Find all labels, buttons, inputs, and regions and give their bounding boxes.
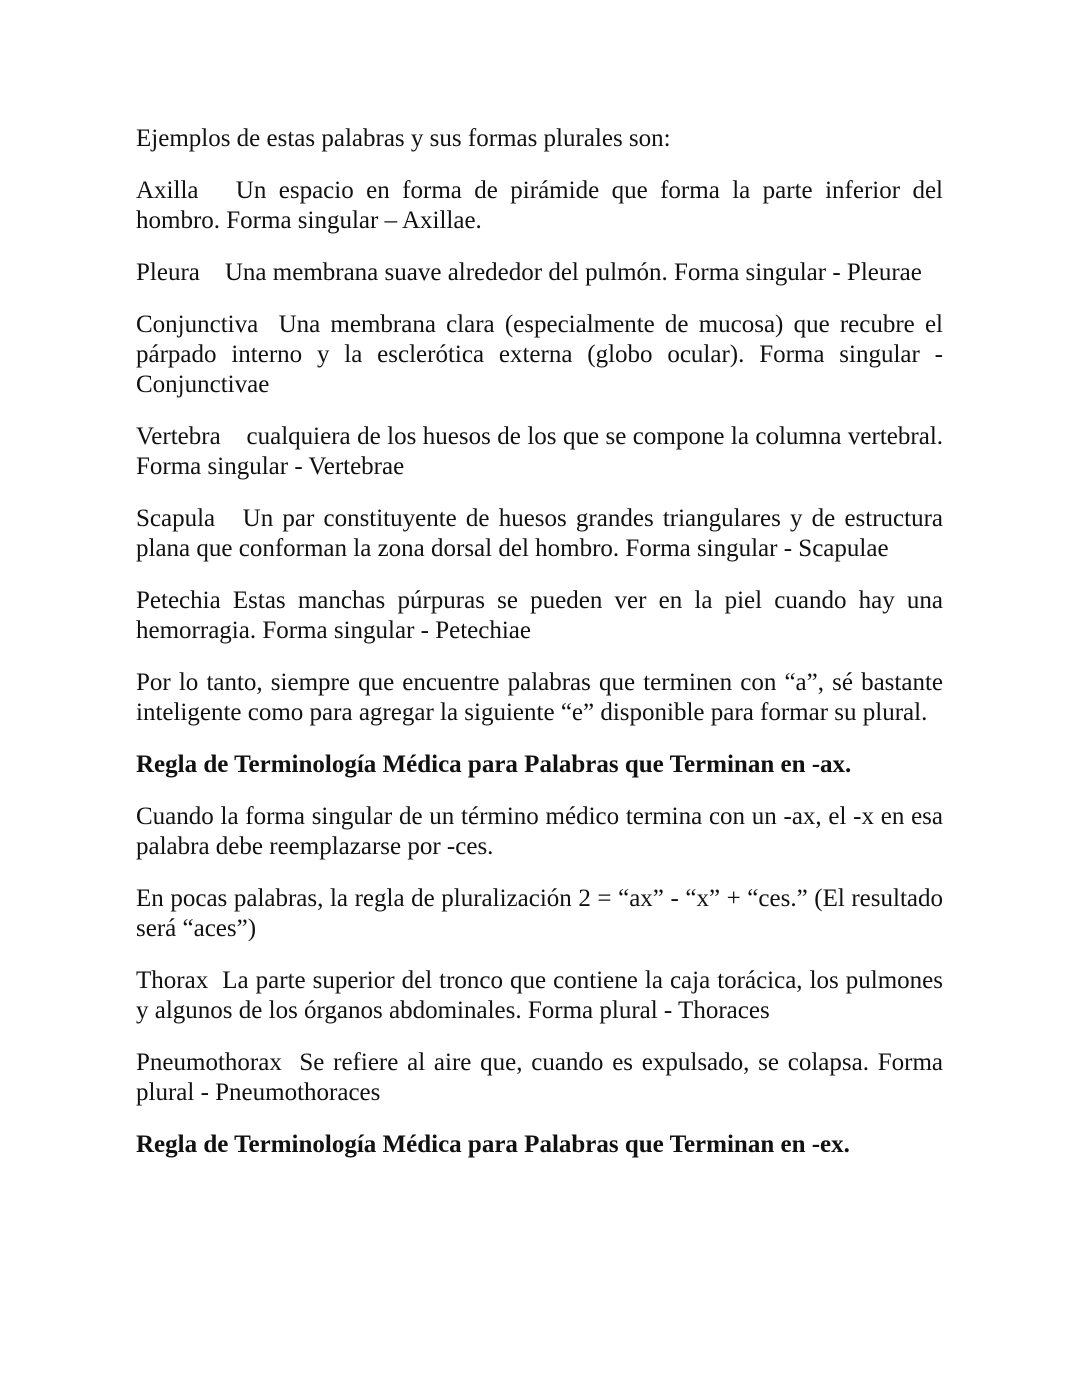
entry-definition: Un par constituyente de huesos grandes triangulares y de estructura plana que conforman la zona dorsal del hombro. Forma singular - Scapulae <box>136 505 944 562</box>
rule-ax-paragraph-1: Cuando la forma singular de un término médico termina con un -ax, el -x en esa palabra debe reemplazarse por -ces. <box>136 803 943 860</box>
entry-thorax <box>136 966 943 1026</box>
entry-definition: La parte superior del tronco que contiene la caja torácica, los pulmones y algunos de los órganos abdominales. Forma plural - Thoraces <box>136 967 944 1024</box>
entry-term: Pleura <box>136 259 200 286</box>
entry-axilla <box>136 176 943 236</box>
entry-pleura <box>136 258 943 288</box>
entry-term: Conjunctiva <box>136 311 259 338</box>
entry-term: Pneumothorax <box>136 1049 282 1076</box>
entry-pneumothorax <box>136 1048 943 1108</box>
entry-term: Vertebra <box>136 423 221 450</box>
intro-paragraph: Ejemplos de estas palabras y sus formas plurales son: <box>136 125 671 152</box>
entry-definition: Un espacio en forma de pirámide que forma la parte inferior del hombro. Forma singular – Axillae. <box>136 177 944 234</box>
entry-vertebra <box>136 422 943 482</box>
entry-definition: Estas manchas púrpuras se pueden ver en la piel cuando hay una hemorragia. Forma singular - Petechiae <box>136 587 943 644</box>
rule-ax-paragraph-2: En pocas palabras, la regla de pluralización 2 = “ax” - “x” + “ces.” (El resultado será “aces”) <box>136 885 943 942</box>
entry-term: Thorax <box>136 967 209 994</box>
document-page <box>136 124 943 1182</box>
conclusion-paragraph: Por lo tanto, siempre que encuentre palabras que terminen con “a”, sé bastante inteligente como para agregar la siguiente “e” disponible para formar su plural. <box>136 669 943 726</box>
entry-definition: cualquiera de los huesos de los que se compone la columna vertebral. Forma singular - Vertebrae <box>136 423 944 480</box>
heading-ax-rule: Regla de Terminología Médica para Palabras que Terminan en -ax. <box>136 751 852 778</box>
entry-conjunctiva <box>136 310 943 400</box>
entry-definition: Una membrana clara (especialmente de mucosa) que recubre el párpado interno y la esclerótica externa (globo ocular). Forma singular - Conjunctivae <box>136 311 943 398</box>
entry-term: Petechia <box>136 587 221 614</box>
entry-definition: Una membrana suave alrededor del pulmón. Forma singular - Pleurae <box>224 259 922 286</box>
heading-ex-rule: Regla de Terminología Médica para Palabras que Terminan en -ex. <box>136 1131 850 1158</box>
entry-term: Axilla <box>136 177 199 204</box>
entry-definition: Se refiere al aire que, cuando es expulsado, se colapsa. Forma plural - Pneumothoraces <box>136 1049 943 1106</box>
entry-scapula <box>136 504 943 564</box>
entry-term: Scapula <box>136 505 216 532</box>
entry-petechia <box>136 586 943 646</box>
